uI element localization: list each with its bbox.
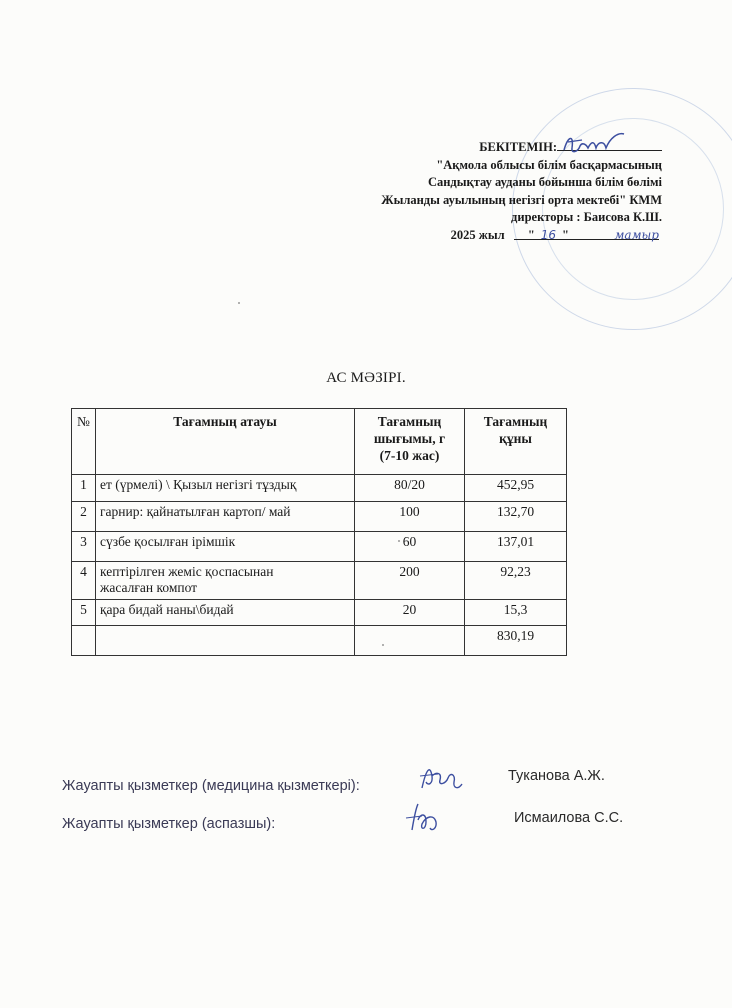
org-line-1: "Ақмола облысы білім басқармасының: [436, 157, 662, 172]
handwritten-day: 16: [540, 227, 557, 242]
table-row: [72, 502, 567, 532]
cook-label: Жауапты қызметкер (аспазшы):: [62, 816, 276, 832]
row-cost: 15,3: [465, 600, 567, 626]
org-line-3: Жыланды ауылының негізгі орта мектебі" КММ: [381, 192, 662, 207]
year-label: 2025 жыл: [450, 227, 505, 242]
day-field: " 16 ": [514, 227, 569, 240]
scan-speck: [382, 644, 384, 646]
director-line: директоры : Баисова К.Ш.: [511, 210, 662, 225]
row-yield: 200: [355, 562, 465, 600]
table-row: [72, 562, 567, 600]
director-signature: [560, 128, 630, 160]
row-cost: 137,01: [465, 532, 567, 562]
row-no: 2: [72, 502, 96, 532]
header-cost: Тағамның құны: [465, 409, 567, 475]
row-cost: 132,70: [465, 502, 567, 532]
row-yield: 80/20: [355, 475, 465, 502]
scan-speck: [238, 302, 240, 304]
row-name: қара бидай наны\бидай: [96, 600, 355, 626]
scan-speck: [398, 540, 400, 542]
total-cost: 830,19: [465, 626, 567, 656]
row-name: гарнир: қайнатылған картоп/ май: [96, 502, 355, 532]
approved-label: БЕКІТЕМІН:: [479, 140, 557, 154]
header-yield: Тағамның шығымы, г (7-10 жас): [355, 409, 465, 475]
medical-signature: [416, 760, 466, 794]
date-line: [322, 227, 662, 245]
row-name: ет (үрмелі) \ Қызыл негізгі тұздық: [96, 475, 355, 502]
header-name: Тағамның атауы: [96, 409, 355, 475]
table-row: [72, 600, 567, 626]
total-empty: [355, 626, 465, 656]
handwritten-month: мамыр: [614, 227, 659, 242]
header-no: №: [72, 409, 96, 475]
table-header-row: [72, 409, 567, 475]
row-cost: 92,23: [465, 562, 567, 600]
page-title: АС МӘЗІРІ.: [326, 370, 406, 386]
row-cost: 452,95: [465, 475, 567, 502]
row-no: 4: [72, 562, 96, 600]
row-yield: 100: [355, 502, 465, 532]
row-no: 3: [72, 532, 96, 562]
month-field: [569, 227, 659, 240]
total-empty: [72, 626, 96, 656]
row-name: сүзбе қосылған ірімшік: [96, 532, 355, 562]
total-empty: [96, 626, 355, 656]
menu-table: [71, 408, 567, 656]
row-no: 1: [72, 475, 96, 502]
table-total-row: [72, 626, 567, 656]
medical-label: Жауапты қызметкер (медицина қызметкері):: [62, 778, 360, 794]
row-yield: 20: [355, 600, 465, 626]
row-yield: 60: [355, 532, 465, 562]
cook-name: Исмаилова С.С.: [514, 810, 624, 826]
table-row: [72, 532, 567, 562]
row-no: 5: [72, 600, 96, 626]
table-row: [72, 475, 567, 502]
cook-signature: [404, 800, 454, 836]
medical-name: Туканова А.Ж.: [508, 768, 605, 784]
org-line-2: Сандықтау ауданы бойынша білім бөлімі: [427, 175, 662, 190]
row-name: кептірілген жеміс қоспасынан жасалған компот: [96, 562, 355, 600]
